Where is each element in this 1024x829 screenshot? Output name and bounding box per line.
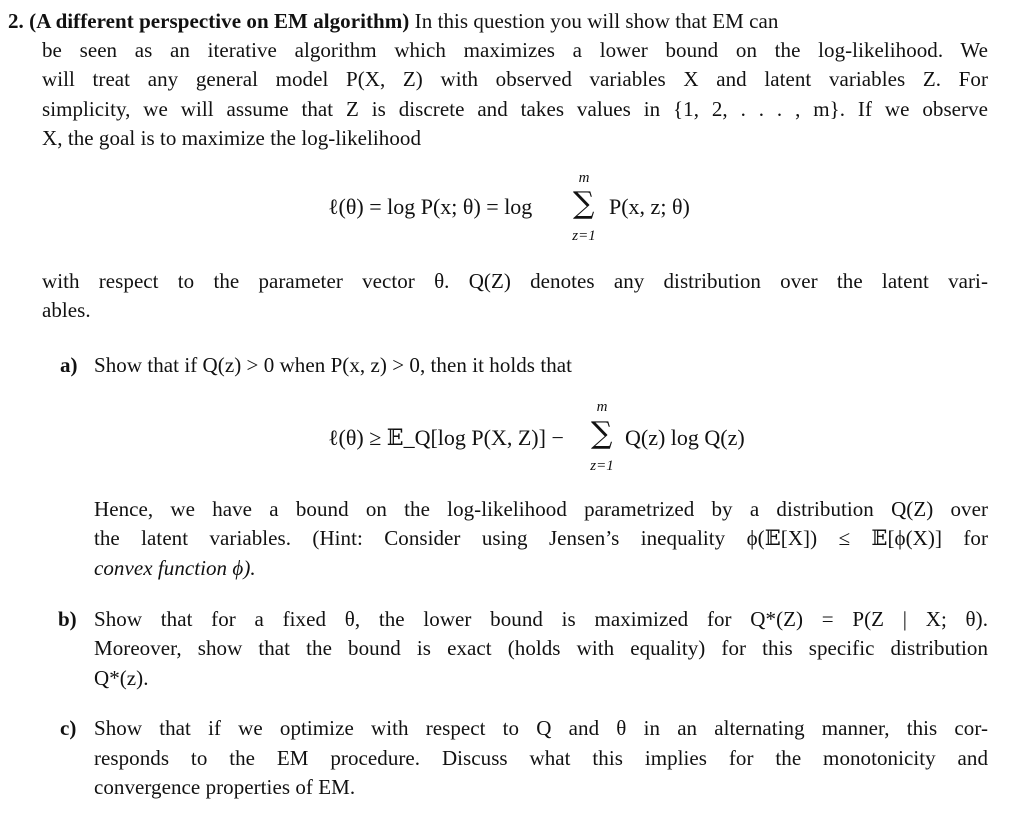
eq1-lhs: ℓ(θ) = log P(x; θ) = log	[328, 194, 533, 219]
intro-line-1: be seen as an iterative algorithm which maximizes a lower bound on the log-likelihood. We	[42, 38, 988, 62]
eqa-rhs: Q(z) log Q(z)	[625, 425, 745, 450]
part-c-label: c)	[60, 716, 77, 740]
part-a-label: a)	[60, 353, 78, 377]
part-c-line-1: responds to the EM procedure. Discuss what this implies for the monotonicity and	[94, 746, 988, 770]
eq1-sum-lower: z=1	[572, 228, 596, 244]
part-a-line1: Show that if Q(z) > 0 when P(x, z) > 0, then it holds that	[94, 353, 573, 377]
after-eq1-line-1: ables.	[42, 298, 91, 322]
part-c-line-0: Show that if we optimize with respect to Q and θ in an alternating manner, this cor-	[94, 716, 988, 740]
part-a-hence-0: Hence, we have a bound on the log-likelihood parametrized by a distribution Q(Z) over	[94, 497, 988, 521]
problem-number: 2.	[8, 9, 24, 33]
part-a-hence-2: convex function ϕ).	[94, 556, 256, 580]
after-eq1-line-0: with respect to the parameter vector θ. Q(Z) denotes any distribution over the latent vari-	[42, 269, 988, 293]
intro-line-0: In this question you will show that EM can	[414, 9, 779, 33]
part-b-line-1: Moreover, show that the bound is exact (holds with equality) for this specific distribution	[94, 636, 988, 660]
problem-title: (A different perspective on EM algorithm)	[29, 9, 410, 33]
problem-header-line	[8, 9, 988, 33]
part-b-line-2: Q*(z).	[94, 666, 149, 690]
part-c-line-2: convergence properties of EM.	[94, 775, 356, 799]
part-a-hence-1: the latent variables. (Hint: Consider using Jensen’s inequality ϕ(𝔼[X]) ≤ 𝔼[ϕ(X)] for	[94, 526, 988, 550]
eqa-sum-lower: z=1	[590, 458, 614, 474]
intro-line-3: simplicity, we will assume that Z is discrete and takes values in {1, 2, . . . , m}. If we observe	[42, 97, 988, 121]
eq1-sum-upper: m	[578, 170, 590, 186]
eqa-sum-upper: m	[596, 399, 608, 415]
part-b-line-0: Show that for a fixed θ, the lower bound is maximized for Q*(Z) = P(Z | X; θ).	[94, 607, 988, 631]
eqa-lhs: ℓ(θ) ≥ 𝔼_Q[log P(X, Z)] −	[328, 425, 564, 450]
intro-line-4: X, the goal is to maximize the log-likelihood	[42, 126, 422, 150]
sum-symbol-icon: ∑	[573, 186, 595, 221]
eq1-rhs: P(x, z; θ)	[609, 194, 690, 219]
part-b-label: b)	[58, 607, 77, 631]
intro-line-2: will treat any general model P(X, Z) with observed variables X and latent variables Z. For	[42, 67, 988, 91]
sum-symbol-icon: ∑	[591, 416, 613, 451]
